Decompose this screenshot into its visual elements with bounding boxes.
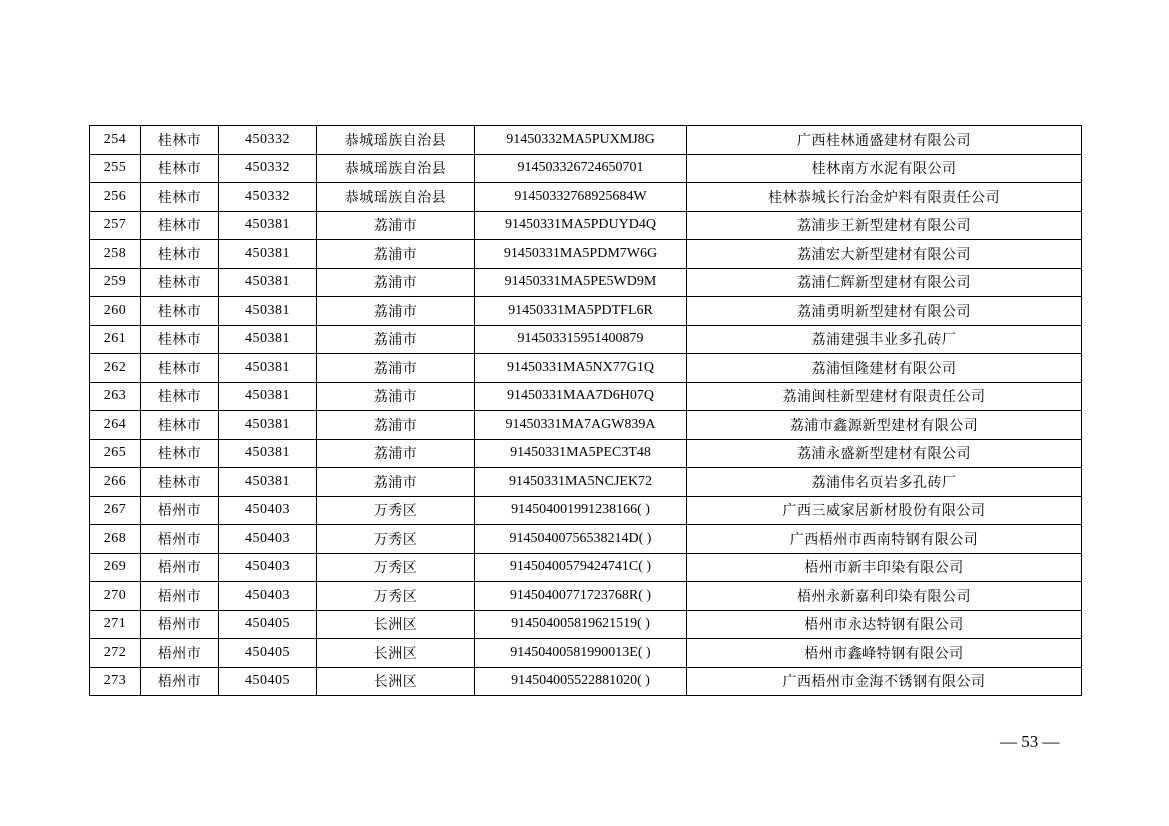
credit-code-cell: 91450331MA5PDUYD4Q — [475, 211, 687, 240]
division-code-cell: 450405 — [219, 639, 317, 668]
credit-code-cell: 91450332768925684W — [475, 183, 687, 212]
company-name-cell: 梧州永新嘉利印染有限公司 — [687, 582, 1082, 611]
row-number-cell: 268 — [90, 525, 141, 554]
row-number-cell: 261 — [90, 325, 141, 354]
company-name-cell: 梧州市永达特钢有限公司 — [687, 610, 1082, 639]
credit-code-cell: 91450331MA7AGW839A — [475, 411, 687, 440]
city-cell: 桂林市 — [141, 325, 219, 354]
credit-code-cell: 91450331MAA7D6H07Q — [475, 382, 687, 411]
city-cell: 桂林市 — [141, 211, 219, 240]
city-cell: 梧州市 — [141, 496, 219, 525]
county-cell: 恭城瑶族自治县 — [317, 126, 475, 155]
division-code-cell: 450381 — [219, 382, 317, 411]
page-number: — 53 — — [1000, 732, 1060, 751]
county-cell: 荔浦市 — [317, 325, 475, 354]
row-number-cell: 256 — [90, 183, 141, 212]
county-cell: 万秀区 — [317, 553, 475, 582]
company-name-cell: 荔浦闽桂新型建材有限责任公司 — [687, 382, 1082, 411]
credit-code-cell: 91450400579424741C( ) — [475, 553, 687, 582]
credit-code-cell: 91450331MA5NX77G1Q — [475, 354, 687, 383]
city-cell: 梧州市 — [141, 582, 219, 611]
table-row — [90, 411, 1082, 440]
company-name-cell: 荔浦步王新型建材有限公司 — [687, 211, 1082, 240]
row-number-cell: 266 — [90, 468, 141, 497]
company-name-cell: 荔浦永盛新型建材有限公司 — [687, 439, 1082, 468]
company-name-cell: 广西桂林通盛建材有限公司 — [687, 126, 1082, 155]
county-cell: 荔浦市 — [317, 439, 475, 468]
county-cell: 长洲区 — [317, 667, 475, 696]
table-row — [90, 126, 1082, 155]
division-code-cell: 450381 — [219, 240, 317, 269]
row-number-cell: 262 — [90, 354, 141, 383]
row-number-cell: 272 — [90, 639, 141, 668]
credit-code-cell: 914504001991238166( ) — [475, 496, 687, 525]
division-code-cell: 450405 — [219, 610, 317, 639]
division-code-cell: 450332 — [219, 154, 317, 183]
city-cell: 桂林市 — [141, 126, 219, 155]
row-number-cell: 273 — [90, 667, 141, 696]
company-name-cell: 桂林恭城长行冶金炉料有限责任公司 — [687, 183, 1082, 212]
table-row — [90, 354, 1082, 383]
division-code-cell: 450381 — [219, 297, 317, 326]
county-cell: 荔浦市 — [317, 240, 475, 269]
county-cell: 长洲区 — [317, 639, 475, 668]
city-cell: 桂林市 — [141, 439, 219, 468]
credit-code-cell: 91450400756538214D( ) — [475, 525, 687, 554]
city-cell: 梧州市 — [141, 610, 219, 639]
county-cell: 万秀区 — [317, 496, 475, 525]
table-row — [90, 268, 1082, 297]
county-cell: 长洲区 — [317, 610, 475, 639]
division-code-cell: 450403 — [219, 553, 317, 582]
row-number-cell: 263 — [90, 382, 141, 411]
division-code-cell: 450381 — [219, 268, 317, 297]
county-cell: 荔浦市 — [317, 297, 475, 326]
company-name-cell: 荔浦恒隆建材有限公司 — [687, 354, 1082, 383]
county-cell: 荔浦市 — [317, 382, 475, 411]
city-cell: 桂林市 — [141, 382, 219, 411]
city-cell: 桂林市 — [141, 240, 219, 269]
company-name-cell: 荔浦市鑫源新型建材有限公司 — [687, 411, 1082, 440]
county-cell: 荔浦市 — [317, 211, 475, 240]
table-row — [90, 610, 1082, 639]
row-number-cell: 265 — [90, 439, 141, 468]
division-code-cell: 450405 — [219, 667, 317, 696]
enterprise-table — [89, 125, 1082, 696]
company-name-cell: 荔浦宏大新型建材有限公司 — [687, 240, 1082, 269]
county-cell: 荔浦市 — [317, 411, 475, 440]
city-cell: 桂林市 — [141, 268, 219, 297]
table-row — [90, 154, 1082, 183]
division-code-cell: 450332 — [219, 183, 317, 212]
table-row — [90, 525, 1082, 554]
row-number-cell: 259 — [90, 268, 141, 297]
table-row — [90, 439, 1082, 468]
table-row — [90, 325, 1082, 354]
credit-code-cell: 91450400771723768R( ) — [475, 582, 687, 611]
company-name-cell: 梧州市新丰印染有限公司 — [687, 553, 1082, 582]
table-body — [90, 126, 1082, 696]
county-cell: 荔浦市 — [317, 268, 475, 297]
county-cell: 荔浦市 — [317, 468, 475, 497]
row-number-cell: 269 — [90, 553, 141, 582]
credit-code-cell: 914503315951400879 — [475, 325, 687, 354]
row-number-cell: 264 — [90, 411, 141, 440]
division-code-cell: 450403 — [219, 496, 317, 525]
division-code-cell: 450381 — [219, 211, 317, 240]
county-cell: 万秀区 — [317, 582, 475, 611]
city-cell: 桂林市 — [141, 468, 219, 497]
company-name-cell: 荔浦伟名页岩多孔砖厂 — [687, 468, 1082, 497]
credit-code-cell: 91450331MA5PE5WD9M — [475, 268, 687, 297]
city-cell: 桂林市 — [141, 183, 219, 212]
table-row — [90, 468, 1082, 497]
credit-code-cell: 91450400581990013E( ) — [475, 639, 687, 668]
row-number-cell: 270 — [90, 582, 141, 611]
county-cell: 恭城瑶族自治县 — [317, 183, 475, 212]
credit-code-cell: 914504005522881020( ) — [475, 667, 687, 696]
row-number-cell: 271 — [90, 610, 141, 639]
city-cell: 桂林市 — [141, 411, 219, 440]
table-row — [90, 667, 1082, 696]
county-cell: 恭城瑶族自治县 — [317, 154, 475, 183]
row-number-cell: 267 — [90, 496, 141, 525]
credit-code-cell: 91450331MA5PEC3T48 — [475, 439, 687, 468]
row-number-cell: 258 — [90, 240, 141, 269]
division-code-cell: 450381 — [219, 468, 317, 497]
table-row — [90, 382, 1082, 411]
company-name-cell: 梧州市鑫峰特钢有限公司 — [687, 639, 1082, 668]
credit-code-cell: 914504005819621519( ) — [475, 610, 687, 639]
city-cell: 桂林市 — [141, 297, 219, 326]
credit-code-cell: 91450332MA5PUXMJ8G — [475, 126, 687, 155]
city-cell: 梧州市 — [141, 639, 219, 668]
row-number-cell: 254 — [90, 126, 141, 155]
table-row — [90, 240, 1082, 269]
table-row — [90, 183, 1082, 212]
credit-code-cell: 914503326724650701 — [475, 154, 687, 183]
city-cell: 桂林市 — [141, 354, 219, 383]
table-row — [90, 553, 1082, 582]
division-code-cell: 450403 — [219, 525, 317, 554]
credit-code-cell: 91450331MA5NCJEK72 — [475, 468, 687, 497]
company-name-cell: 荔浦仁辉新型建材有限公司 — [687, 268, 1082, 297]
city-cell: 梧州市 — [141, 667, 219, 696]
company-name-cell: 广西梧州市金海不锈钢有限公司 — [687, 667, 1082, 696]
division-code-cell: 450403 — [219, 582, 317, 611]
company-name-cell: 广西三威家居新材股份有限公司 — [687, 496, 1082, 525]
company-name-cell: 荔浦勇明新型建材有限公司 — [687, 297, 1082, 326]
city-cell: 梧州市 — [141, 525, 219, 554]
company-name-cell: 广西梧州市西南特钢有限公司 — [687, 525, 1082, 554]
county-cell: 荔浦市 — [317, 354, 475, 383]
table-row — [90, 211, 1082, 240]
row-number-cell: 255 — [90, 154, 141, 183]
credit-code-cell: 91450331MA5PDTFL6R — [475, 297, 687, 326]
row-number-cell: 257 — [90, 211, 141, 240]
city-cell: 梧州市 — [141, 553, 219, 582]
table-row — [90, 582, 1082, 611]
division-code-cell: 450381 — [219, 325, 317, 354]
division-code-cell: 450381 — [219, 411, 317, 440]
table-row — [90, 496, 1082, 525]
division-code-cell: 450332 — [219, 126, 317, 155]
city-cell: 桂林市 — [141, 154, 219, 183]
table-row — [90, 297, 1082, 326]
company-name-cell: 桂林南方水泥有限公司 — [687, 154, 1082, 183]
table-row — [90, 639, 1082, 668]
county-cell: 万秀区 — [317, 525, 475, 554]
row-number-cell: 260 — [90, 297, 141, 326]
company-name-cell: 荔浦建强丰业多孔砖厂 — [687, 325, 1082, 354]
division-code-cell: 450381 — [219, 354, 317, 383]
division-code-cell: 450381 — [219, 439, 317, 468]
credit-code-cell: 91450331MA5PDM7W6G — [475, 240, 687, 269]
